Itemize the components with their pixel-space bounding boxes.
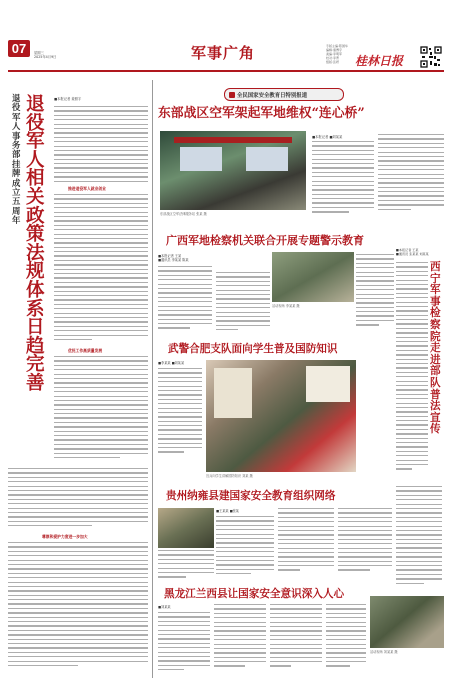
body-column (312, 141, 374, 221)
column-divider (152, 80, 153, 678)
body-column (8, 468, 148, 530)
subhead: 推进退役军人就业创业 (68, 186, 106, 191)
body-column (54, 356, 148, 464)
photo-poster-board (214, 368, 252, 418)
photo-banner-strip (174, 137, 292, 143)
body-column (54, 194, 148, 344)
body-column (326, 604, 366, 678)
body-column (158, 266, 212, 338)
banner-label: 全民国家安全教育日特别报道 (237, 93, 308, 99)
story-headline: 广西军地检察机关联合开展专题警示教育 (166, 234, 364, 247)
body-column (214, 604, 266, 678)
body-column (396, 262, 428, 482)
editor-info: 专版主编:陈国华 编辑:康博宇 美编:李明军 校对:李菁 组版:张妍 (326, 44, 349, 64)
story-photo (206, 360, 356, 472)
vertical-headline: 西宁军事检察院走进部队普法宣传 (430, 261, 441, 436)
subhead: 优抚工作高质量发展 (68, 348, 103, 353)
photo-caption: 活动现场 刘某某 摄 (370, 650, 398, 654)
special-report-banner (224, 88, 344, 101)
story-headline: 贵州纳雍县建国家安全教育组织网络 (166, 490, 336, 502)
photo-caption: 官兵向学生讲解国防知识 刘某 摄 (206, 474, 253, 478)
body-column (338, 508, 392, 582)
body-column (396, 486, 442, 596)
body-column (54, 106, 148, 182)
section-title: 军事广角 (190, 44, 255, 62)
photo-caption: 活动现场 李某某 摄 (272, 304, 300, 308)
photo-poster-board (306, 366, 350, 402)
vertical-headline: 退役军人相关政策法规体系日趋完善 (26, 94, 45, 394)
newspaper-name: 桂林日报 (355, 54, 404, 68)
body-column (8, 542, 148, 676)
vertical-kicker: 退役军人事务部挂牌成立五周年 (12, 93, 21, 226)
story-byline: ■刘某某 (158, 605, 171, 609)
page-number: 07 (11, 41, 27, 56)
body-column (158, 368, 202, 468)
body-column (270, 604, 322, 678)
left-story (8, 78, 150, 678)
story-headline: 武警合肥支队面向学生普及国防知识 (168, 343, 338, 355)
story-headline: 东部战区空军架起军地维权“连心桥” (158, 106, 365, 121)
body-column (158, 612, 210, 678)
body-column (356, 254, 394, 338)
date-line: 星期三 2025年4月9日 (34, 51, 57, 60)
body-column (158, 550, 214, 582)
masthead (0, 0, 450, 76)
photo-screen (180, 147, 222, 171)
photo-screen (246, 147, 288, 171)
body-column (216, 516, 274, 582)
story-byline: ■本报记者 ■刘某某 (312, 135, 343, 139)
story-headline: 黑龙江兰西县让国家安全意识深入人心 (164, 588, 345, 600)
story-photo (370, 596, 444, 648)
body-column (216, 272, 270, 338)
story-byline: ■本报记者 王某 ■通讯员 李某某 陈某 (158, 254, 189, 263)
story-byline: ■王某某 ■张某 (216, 509, 239, 513)
story-photo (160, 131, 306, 210)
byline: ■本报记者 姜照宇 (54, 97, 82, 101)
masthead-rule (8, 70, 444, 72)
photo-caption: 东部战区空军法律服务站 张某 摄 (160, 212, 207, 216)
story-byline: ■李某某 ■刘某某 (158, 361, 185, 365)
body-column (378, 134, 444, 222)
story-photo (158, 508, 214, 548)
qr-code-icon (420, 46, 442, 68)
body-column (278, 508, 334, 582)
subhead: 尊崇和爱护力度进一步加大 (42, 534, 88, 539)
story-photo (272, 252, 354, 302)
banner-icon (229, 92, 235, 98)
story-byline: ■本报记者 王某 ■通讯员 张某某 刘某某 (396, 248, 429, 257)
